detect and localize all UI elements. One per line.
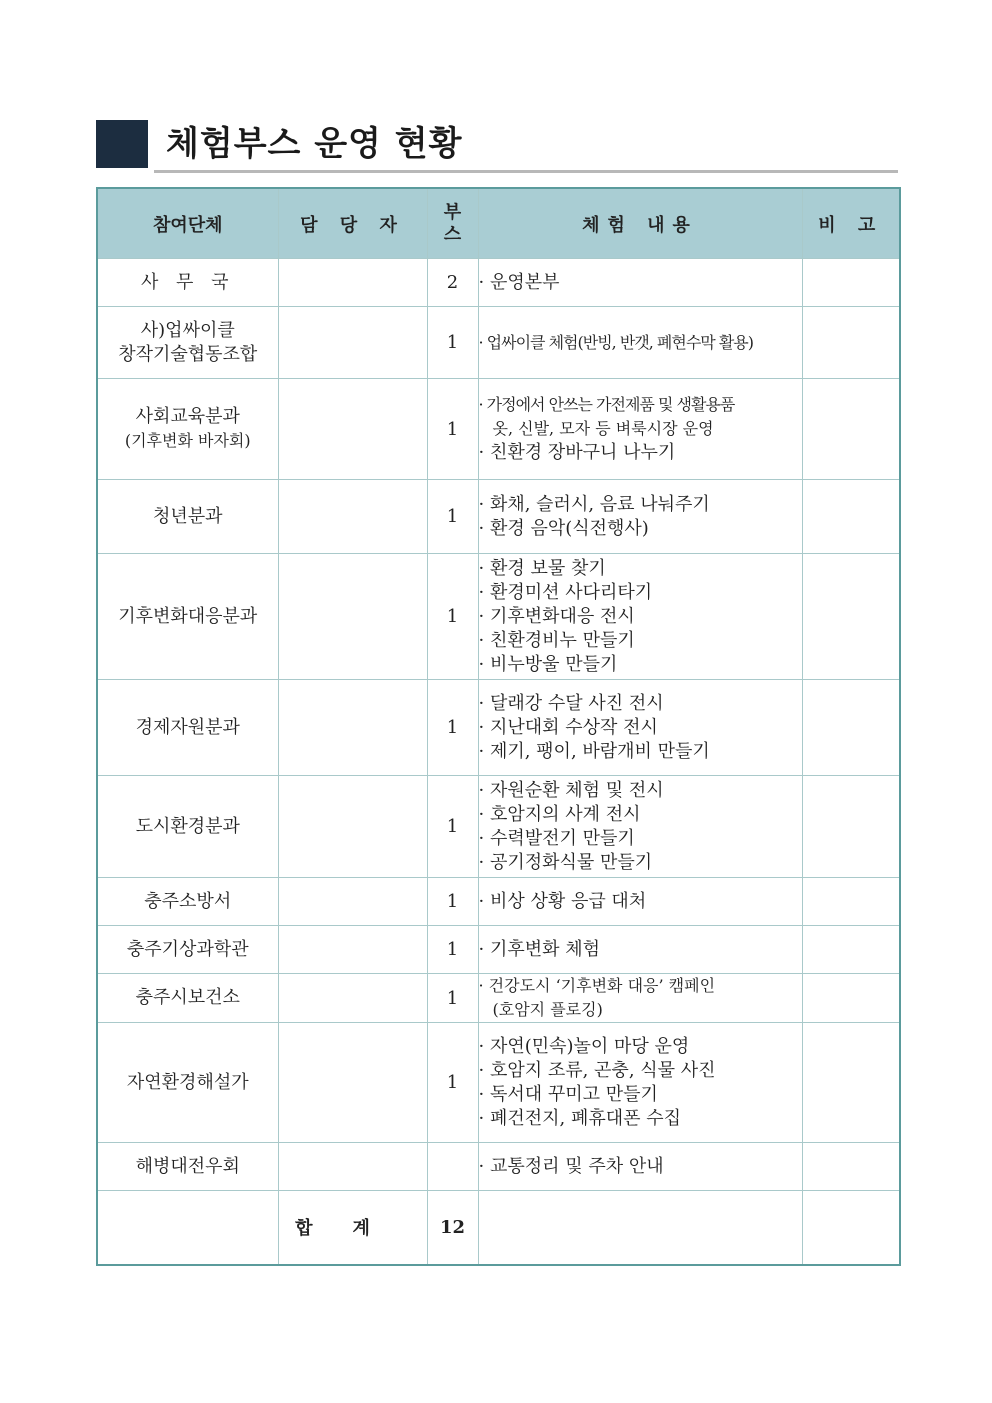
table-row xyxy=(97,1143,900,1191)
manager-cell xyxy=(278,307,427,379)
content-line: · 제기, 팽이, 바람개비 만들기 xyxy=(478,740,710,762)
org-name: 충주기상과학관 xyxy=(126,938,249,960)
booth-count: 1 xyxy=(427,680,478,776)
title-underline xyxy=(154,170,898,173)
note-cell xyxy=(802,878,900,926)
content-line: · 기후변화대응 전시 xyxy=(478,605,635,627)
header-content: 체험 내용 xyxy=(478,188,802,259)
note-cell xyxy=(802,379,900,480)
table-row xyxy=(97,554,900,680)
manager-cell xyxy=(278,680,427,776)
manager-cell xyxy=(278,480,427,554)
org-name: 충주시보건소 xyxy=(135,987,240,1008)
manager-cell xyxy=(278,878,427,926)
org-cell xyxy=(97,259,278,307)
table-row xyxy=(97,878,900,926)
booth-count xyxy=(427,1143,478,1191)
note-cell xyxy=(802,926,900,974)
total-label: 합계 xyxy=(278,1191,427,1265)
note-cell xyxy=(802,480,900,554)
org-cell xyxy=(97,1023,278,1143)
content-cell xyxy=(478,379,802,480)
table-row xyxy=(97,680,900,776)
org-name: 사회교육분과 xyxy=(135,406,240,427)
content-cell xyxy=(478,974,802,1023)
content-line: · 친환경비누 만들기 xyxy=(478,629,635,651)
manager-cell xyxy=(278,1143,427,1191)
content-line: · 환경 보물 찾기 xyxy=(478,557,606,579)
header-note: 비 고 xyxy=(802,188,900,259)
booth-count: 1 xyxy=(427,480,478,554)
content-line: · 자연(민속)놀이 마당 운영 xyxy=(478,1035,690,1057)
booth-count: 1 xyxy=(427,554,478,680)
table-row xyxy=(97,379,900,480)
table-row xyxy=(97,307,900,379)
org-name: 해병대전우회 xyxy=(135,1155,240,1177)
content-line: · 환경미션 사다리타기 xyxy=(478,581,653,603)
note-cell xyxy=(802,776,900,878)
table-row xyxy=(97,926,900,974)
org-cell xyxy=(97,680,278,776)
content-line: · 달래강 수달 사진 전시 xyxy=(478,692,664,714)
booth-count: 1 xyxy=(427,307,478,379)
booth-count: 1 xyxy=(427,974,478,1023)
table-row xyxy=(97,1023,900,1143)
content-cell xyxy=(478,1143,802,1191)
manager-cell xyxy=(278,554,427,680)
org-name: 청년분과 xyxy=(152,505,223,527)
booth-count: 1 xyxy=(427,1023,478,1143)
page-title: 체험부스 운영 현황 xyxy=(166,124,463,164)
header-org: 참여단체 xyxy=(97,188,278,259)
manager-cell xyxy=(278,379,427,480)
content-line: · 교통정리 및 주차 안내 xyxy=(478,1155,664,1177)
content-cell xyxy=(478,307,802,379)
note-cell xyxy=(802,1023,900,1143)
content-line: · 기후변화 체험 xyxy=(478,938,600,960)
content-line: · 독서대 꾸미고 만들기 xyxy=(478,1083,658,1105)
total-row xyxy=(97,1191,900,1265)
table-row xyxy=(97,259,900,307)
booth-count: 1 xyxy=(427,379,478,480)
page-header xyxy=(96,118,898,170)
content-line: · 화채, 슬러시, 음료 나눠주기 xyxy=(478,493,710,515)
content-cell xyxy=(478,259,802,307)
content-cell xyxy=(478,1023,802,1143)
org-cell xyxy=(97,1143,278,1191)
org-name: 자연환경해설가 xyxy=(126,1071,249,1093)
org-name: 도시환경분과 xyxy=(135,815,240,837)
content-line: · 가정에서 안쓰는 가전제품 및 생활용품 xyxy=(478,395,735,414)
note-cell xyxy=(802,1143,900,1191)
booth-count: 1 xyxy=(427,878,478,926)
content-line: · 비누방울 만들기 xyxy=(478,653,618,675)
table-row xyxy=(97,776,900,878)
org-cell xyxy=(97,878,278,926)
content-line: · 호암지의 사계 전시 xyxy=(478,803,641,825)
note-cell xyxy=(802,259,900,307)
table-row xyxy=(97,974,900,1023)
note-cell xyxy=(802,307,900,379)
org-name-line2: 창작기술협동조합 xyxy=(118,343,258,365)
title-square-marker xyxy=(96,120,148,168)
org-cell xyxy=(97,379,278,480)
org-name-sub: (기후변화 바자회) xyxy=(124,431,251,450)
content-cell xyxy=(478,480,802,554)
header-booth-line2: 스 xyxy=(443,223,462,245)
org-cell xyxy=(97,554,278,680)
note-cell xyxy=(802,680,900,776)
booth-count: 1 xyxy=(427,776,478,878)
content-line: · 친환경 장바구니 나누기 xyxy=(478,442,676,463)
header-manager: 담 당 자 xyxy=(278,188,427,259)
org-cell xyxy=(97,776,278,878)
org-cell xyxy=(97,926,278,974)
org-name: 사 무 국 xyxy=(140,271,235,293)
content-line: · 호암지 조류, 곤충, 식물 사진 xyxy=(478,1059,716,1081)
content-line: · 지난대회 수상작 전시 xyxy=(478,716,658,738)
manager-cell xyxy=(278,974,427,1023)
org-name: 경제자원분과 xyxy=(135,716,240,738)
org-name: 기후변화대응분과 xyxy=(118,605,258,627)
booth-count: 2 xyxy=(427,259,478,307)
manager-cell xyxy=(278,776,427,878)
content-line: · 업싸이클 체험(반빙, 반갯, 폐현수막 활용) xyxy=(478,332,753,352)
total-content-empty xyxy=(478,1191,802,1265)
total-count: 12 xyxy=(427,1191,478,1265)
table-header-row xyxy=(97,188,900,259)
total-note-empty xyxy=(802,1191,900,1265)
header-booth xyxy=(427,188,478,259)
manager-cell xyxy=(278,1023,427,1143)
manager-cell xyxy=(278,259,427,307)
content-line: · 비상 상황 응급 대처 xyxy=(478,890,647,912)
table-row xyxy=(97,480,900,554)
org-name: 충주소방서 xyxy=(144,890,232,912)
content-line: · 환경 음악(식전행사) xyxy=(478,517,649,539)
note-cell xyxy=(802,554,900,680)
org-cell xyxy=(97,307,278,379)
content-cell xyxy=(478,554,802,680)
content-line: · 운영본부 xyxy=(478,271,560,293)
content-cell xyxy=(478,926,802,974)
org-cell xyxy=(97,974,278,1023)
content-cell xyxy=(478,680,802,776)
content-line: · 폐건전지, 폐휴대폰 수집 xyxy=(478,1107,681,1129)
booth-status-table xyxy=(96,187,901,1266)
content-line: 옷, 신발, 모자 등 벼룩시장 운영 xyxy=(492,419,714,438)
manager-cell xyxy=(278,926,427,974)
header-booth-line1: 부 xyxy=(443,201,462,223)
content-line: · 공기정화식물 만들기 xyxy=(478,851,653,873)
org-cell xyxy=(97,480,278,554)
content-line: · 자원순환 체험 및 전시 xyxy=(478,779,664,801)
content-line: · 건강도시 ‘기후변화 대응’ 캠페인 xyxy=(478,976,716,995)
content-cell xyxy=(478,878,802,926)
org-name: 사)업싸이클 xyxy=(140,319,235,341)
content-line: (호암지 플로깅) xyxy=(492,1000,603,1019)
content-line: · 수력발전기 만들기 xyxy=(478,827,635,849)
total-empty-cell xyxy=(97,1191,278,1265)
content-cell xyxy=(478,776,802,878)
note-cell xyxy=(802,974,900,1023)
booth-count: 1 xyxy=(427,926,478,974)
